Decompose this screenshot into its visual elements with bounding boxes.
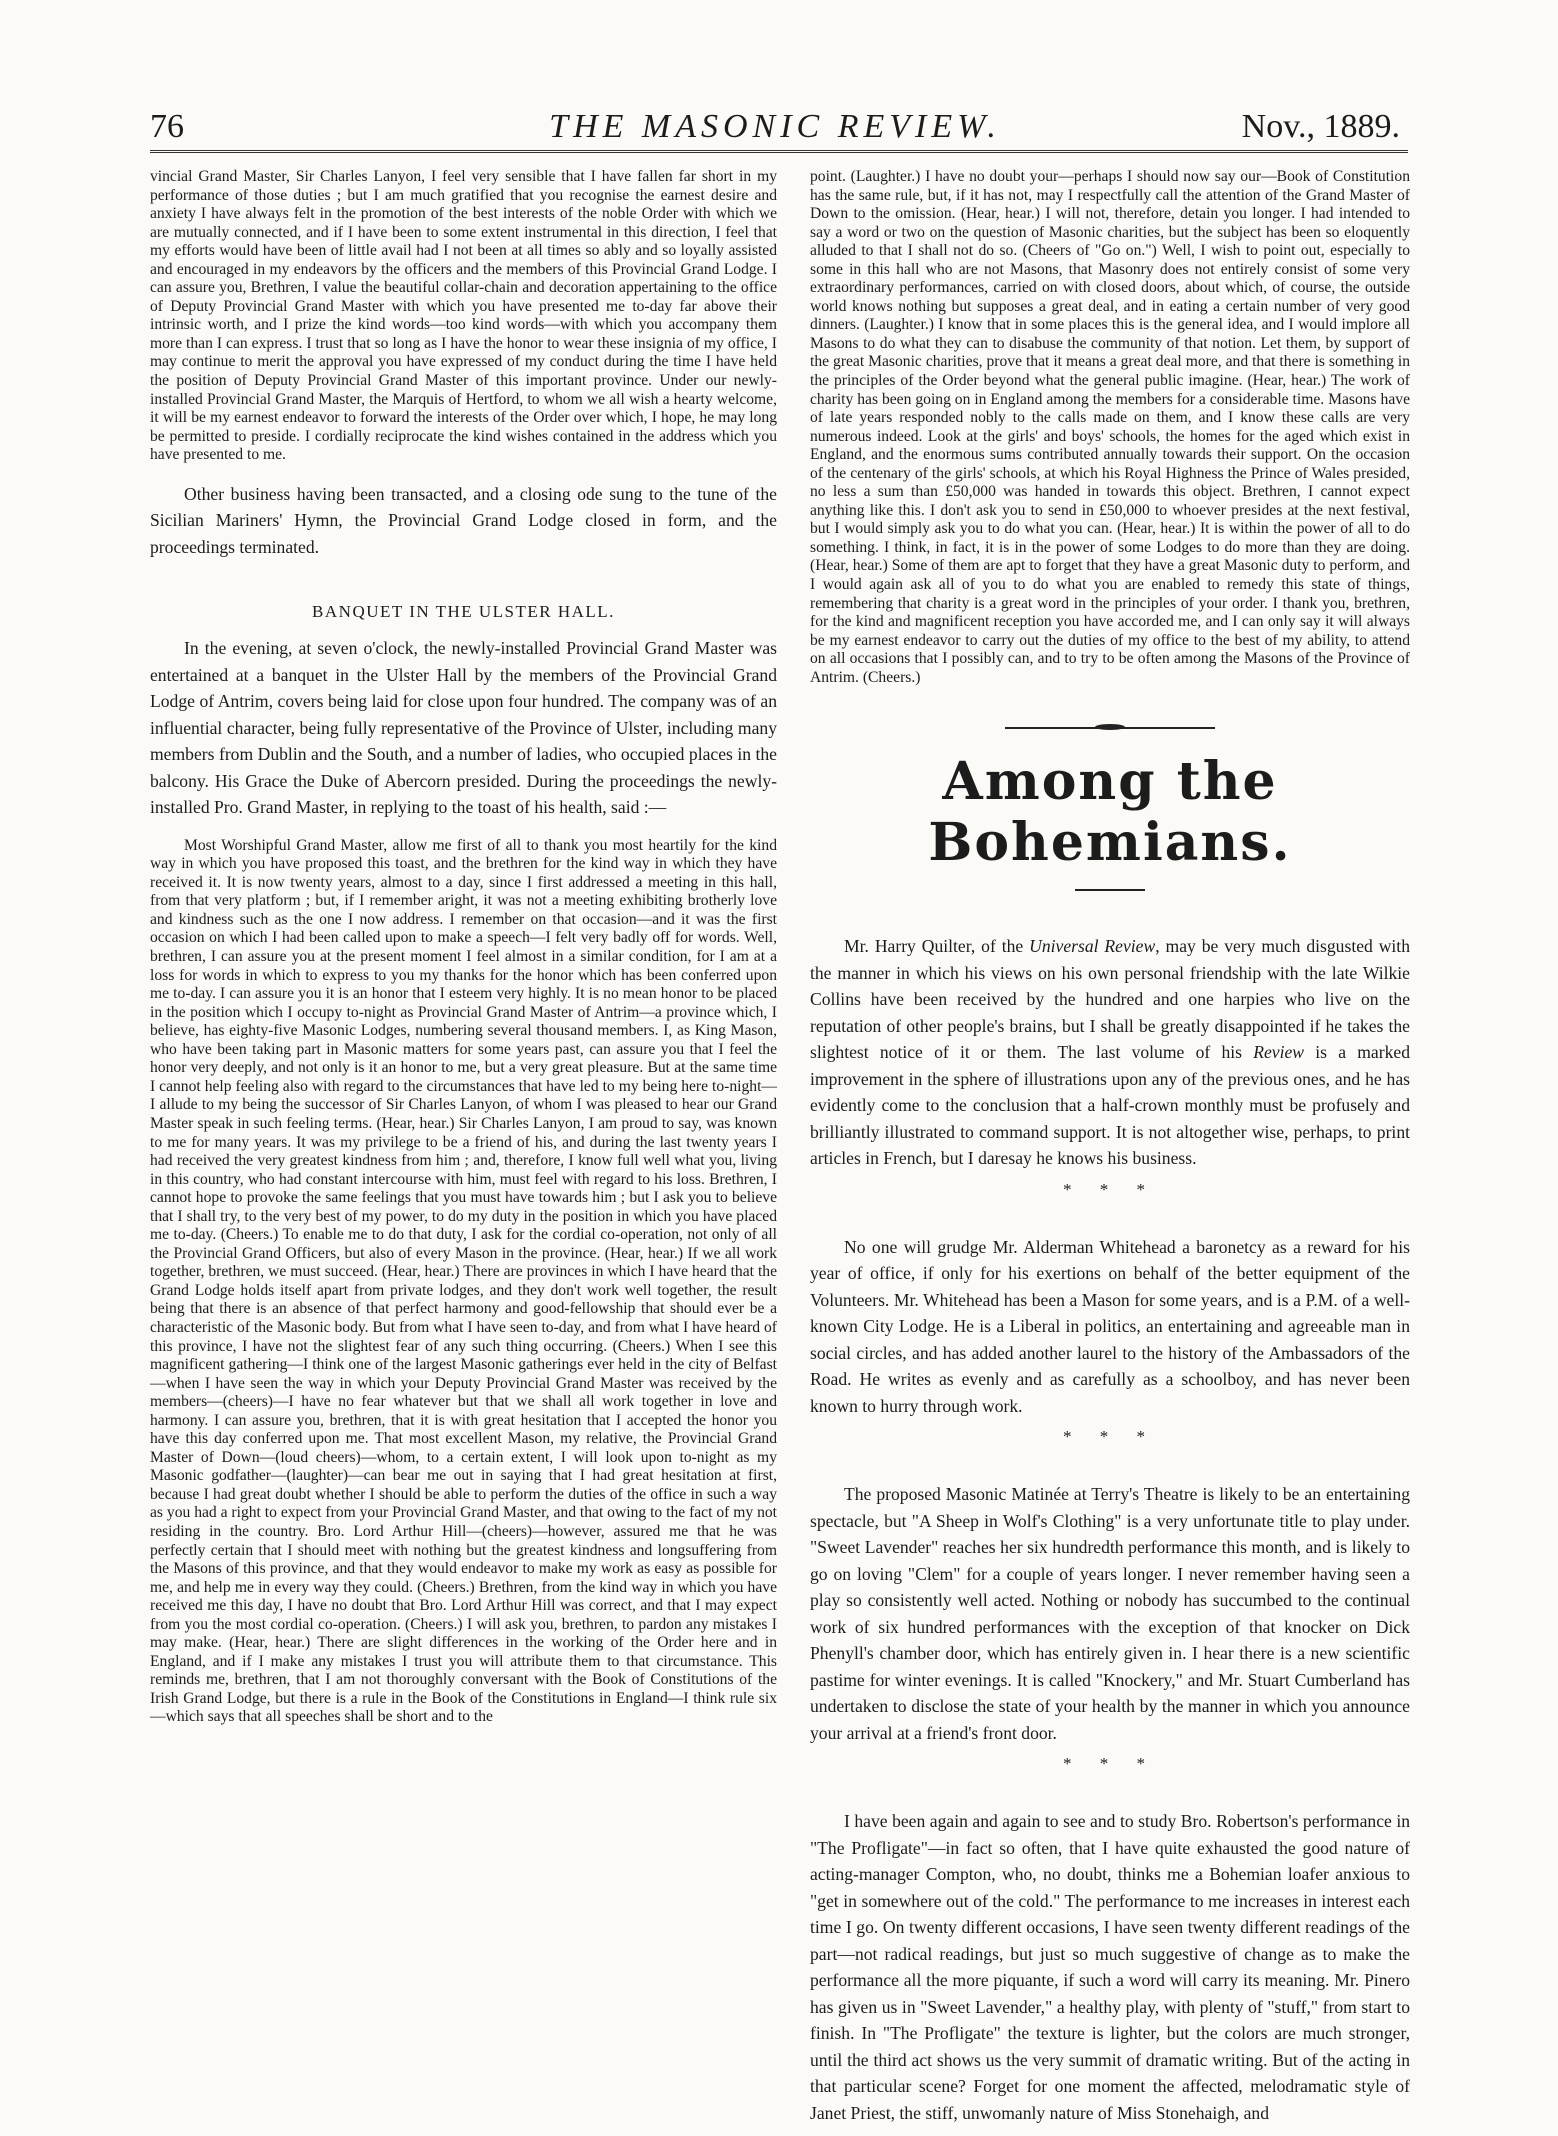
issue-date: Nov., 1889.	[1241, 108, 1400, 145]
bohemians-paragraph-2: No one will grudge Mr. Alderman Whitehead a baronetcy as a reward for his year of office, if only for his exertions on behalf of the better equipment of the Volunteers. Mr. Whitehead has been a Mason for some years, and is a P.M. of a well-known City Lodge. He is a Liberal in politics, an entertaining and agreeable man in social circles, and has added another laurel to the history of the Ambassadors of the Road. He writes as evenly and as carefully as a schoolboy, and has never been known to hurry through work.	[810, 1236, 1410, 1416]
magazine-title: Universal Review	[1029, 936, 1156, 957]
banquet-heading: BANQUET IN THE ULSTER HALL.	[312, 602, 615, 622]
right-column	[810, 168, 1410, 2126]
speech-ending: point. (Laughter.) I have no doubt your—perhaps I should now say our—Book of Constitution has the same rule, but, if it has not, may I respectfully call the attention of the Grand Master of Down to the omission. (Hear, hear.) I will not, therefore, detain you longer. I had intended to say a word or two on the question of Masonic charities, but the subject has been so eloquently alluded to that I shall not do so. (Cheers of "Go on.") Well, I wish to point out, especially to some in this hall who are not Masons, that Masonry does not entirely consist of some very extraordinary performances, carried on with closed doors, about which, of course, the outside world knows nothing but supposes a great deal, and in eating a certain number of very good dinners. (Laughter.) I know that in some places this is the general idea, and I would implore all Masons to do what they can to disabuse the community of that notion. Let them, by support of the great Masonic charities, prove that it means a great deal more, and that there is something in the principles of the Order beyond what the general public imagine. (Hear, hear.) The work of charity has been going on in England among the members for a considerable time. Masons have of late years responded nobly to the calls made on them, and I know these calls are very numerous indeed. Look at the girls' and boys' schools, the homes for the aged which exist in England, and the enormous sums contributed annually towards their support. On the occasion of the centenary of the girls' schools, at which his Royal Highness the Prince of Wales presided, no less a sum than £50,000 was handed in towards this object. Brethren, I cannot expect anything like this. I don't ask you to send in £50,000 to whoever presides at the next festival, but I would simply ask you to do what you can. (Hear, hear.) It is within the power of all to do something. I think, in fact, it is in the power of some Lodges to do more than they are doing. (Hear, hear.) Some of them are apt to forget that they have a great Masonic duty to perform, and I would again ask all of you to do what you are enabled to remedy this state of things, remembering that charity is a great word in the principles of your order. I thank you, brethren, for the kind and magnificent reception you have accorded me, and I can only say it will always be my earnest endeavor to carry out the duties of my office to the best of my ability, to attend on all occasions that I possibly can, and to try to be often among the Masons of the Province of Antrim. (Cheers.)	[810, 168, 1410, 686]
banquet-speech: Most Worshipful Grand Master, allow me first of all to thank you most heartily for the kind way in which you have proposed this toast, and the brethren for the kind way in which they have received it. It is now twenty years, almost to a day, since I first addressed a meeting in this hall, from that very platform ; but, if I remember aright, it was not a meeting exhibiting brotherly love and kindness such as the one I now address. I remember on that occasion—and it was the first occasion on which I had been called upon to make a speech—I felt very badly off for words. Well, brethren, I can assure you at the present moment I feel almost in a similar condition, for I am at a loss for words in which to express to you my thanks for the honor which has been conferred upon me to-day. I can assure you it is an honor that I esteem very highly. It is no mean honor to be placed in the position which I occupy to-night as Provincial Grand Master of Antrim—a province which, I believe, has eighty-five Masonic Lodges, numbering several thousand members. I, as King Mason, who have been taking part in Masonic matters for some years past, can assure you that I feel the honor very deeply, and not only is it an honor to me, but a very great pleasure. But at the same time I cannot help feeling also with regard to the circumstances that have led to my being here to-night—I allude to my being the successor of Sir Charles Lanyon, of whom I was pleased to hear our Grand Master speak in such feeling terms. (Hear, hear.) Sir Charles Lanyon, I am proud to say, was known to me for many years. It was my privilege to be a friend of his, and during the last twenty years I had received the very greatest kindness from him ; and, therefore, I know full well what you, living in this country, who had constant intercourse with him, must feel with regard to his loss. Brethren, I cannot hope to provoke the same feelings that you must have towards him ; but I ask you to believe that I shall try, to the very best of my power, to do my duty in the position in which you have placed me to-day. (Cheers.) To enable me to do that duty, I ask for the cordial co-operation, not only of all the Provincial Grand Officers, but also of every Mason in the province. (Hear, hear.) If we all work together, brethren, we must succeed. (Hear, hear.) There are provinces in which I have heard that the Grand Lodge holds itself apart from private lodges, and they don't work well together, the result being that there is an absence of that perfect harmony and good-fellowship that should ever be a characteristic of the Masonic body. But from what I have seen to-day, and from what I have heard of this province, I have not the slightest fear of any such thing occurring. (Cheers.) When I see this magnificent gathering—I think one of the largest Masonic gatherings ever held in the city of Belfast—when I have seen the way in which your Deputy Provincial Grand Master was received by the members—(cheers)—I have no fear whatever but that we shall all work together in love and harmony. I can assure you, brethren, that it is with great hesitation that I accepted the honor you have this day conferred upon me. That most excellent Mason, my relative, the Provincial Grand Master of Down—(loud cheers)—whom, to a certain extent, I will look upon to-night as my Masonic godfather—(laughter)—can bear me out in saying that I had great hesitation at first, because I had great doubt whether I should be able to perform the duties of the office in such a way as you had a right to expect from your Provincial Grand Master, and that owing to the fact of my not residing in the country. Bro. Lord Arthur Hill—(cheers)—however, assured me that he was perfectly certain that I should meet with nothing but the greatest kindness and longsuffering from the Masons of this province, and that they would endeavor to make my work as easy as possible for me, and help me in every way they could. (Cheers.) Brethren, from the kind way in which you have received me this day, I have no doubt that Bro. Lord Arthur Hill was correct, and that I may expect from you the most cordial co-operation. (Cheers.) I will ask you, brethren, to pardon any mistakes I may make. (Hear, hear.) There are slight differences in the working of the Order here and in England, and if I make any mistakes I trust you will attribute them to that circumstance. This reminds me, brethren, that I am not thoroughly conversant with the Book of Constitutions of the Irish Grand Lodge, but there is a rule in the Book of the Constitutions in England—I think rule six—which says that all speeches shall be short and to the	[150, 836, 777, 1726]
section-title: Among the Bohemians.	[928, 751, 1292, 874]
closing-paragraph: Other business having been transacted, and a closing ode sung to the tune of the Sicilian Mariners' Hymn, the Provincial Grand Lodge closed in form, and the proceedings terminated.	[150, 483, 777, 557]
asterism-separator: * * *	[1063, 1179, 1157, 1199]
text-run: , may be very much disgusted with the manner in which his views on his own personal friendship with the late Wilkie Collins have been received by the hundred and one harpies who live on the reputation of other people's brains, but I shall be greatly disappointed if he takes the slightest notice of it or them. The last volume of his	[810, 936, 1410, 1063]
page-number: 76	[150, 108, 184, 145]
bohemians-paragraph-4: I have been again and again to see and to study Bro. Robertson's performance in "The Profligate"—in fact so often, that I have quite exhausted the good nature of acting-manager Compton, who, no doubt, thinks me a Bohemian loafer anxious to "get in somewhere out of the cold." The performance to me increases in interest each time I go. On twenty different occasions, I have seen twenty different readings of the part—not radical readings, but just so much suggestive of change as to make the performance all the more piquante, if such a word will carry its meaning. Mr. Pinero has given us in "Sweet Lavender," a healthy play, with plenty of "stuff," from start to finish. In "The Profligate" the texture is lighter, but the colors are much stronger, until the third act shows us the very summit of dramatic writing. But of the acting in that particular scene? Forget for one moment the affected, melodramatic style of Janet Priest, the stiff, unwomanly nature of Miss Stonehaigh, and	[810, 1811, 1410, 2123]
asterism-separator: * * *	[1063, 1427, 1157, 1447]
review-title: Review	[1253, 1042, 1305, 1063]
text-run: is a marked improvement in the sphere of illustrations upon any of the previous ones, and he has evidently come to the conclusion that a half-crown monthly must be profusely and brilliantly illustrated to command support. It is not altogether wise, perhaps, to print articles in French, but I daresay he knows his business.	[810, 1042, 1410, 1169]
text-run: Mr. Harry Quilter, of the	[844, 936, 1030, 957]
bohemians-paragraph-3: The proposed Masonic Matinée at Terry's Theatre is likely to be an entertaining spectacle, but "A Sheep in Wolf's Clothing" is a very unfortunate title to play under. "Sweet Lavender" reaches her six hundredth performance this month, and is likely to go on loving "Clem" for a couple of years longer. I never remember having seen a play so consistently well acted. Nothing or nobody has succumbed to the continual work of six hundred performances with the exception of that knocker on Dick Phenyll's chamber door, which has entirely given in. I hear there is a new scientific pastime for winter evenings. It is called "Knockery," and Mr. Stuart Cumberland has undertaken to disclose the state of your health by the manner in which you announce your arrival at a friend's front door.	[810, 1484, 1410, 1743]
divider-ornament	[1005, 723, 1215, 733]
banquet-paragraph: In the evening, at seven o'clock, the newly-installed Provincial Grand Master was entertained at a banquet in the Ulster Hall by the members of the Provincial Grand Lodge of Antrim, covers being laid for close upon four hundred. The company was of an influential character, being fully representative of the Province of Ulster, including many members from Dublin and the South, and a number of ladies, who occupied places in the balcony. His Grace the Duke of Abercorn presided. During the proceedings the newly-installed Pro. Grand Master, in replying to the toast of his health, said :—	[150, 638, 777, 818]
left-column	[150, 168, 777, 1727]
bohemians-paragraph-1	[810, 933, 1410, 1172]
header-rule	[150, 150, 1408, 153]
asterism-separator: * * *	[1063, 1754, 1157, 1774]
title-rule	[1075, 889, 1145, 891]
journal-title: THE MASONIC REVIEW.	[549, 108, 1001, 145]
speech-continuation: vincial Grand Master, Sir Charles Lanyon, I feel very sensible that I have fallen far short in my performance of those duties ; but I am much gratified that you recognise the earnest desire and anxiety I have always felt in the promotion of the best interests of the noble Order with which we are mutually connected, and if I have been to some extent instrumental in this direction, I feel that my efforts would have been of little avail had I not been at all times so ably and so loyally assisted and encouraged in my endeavors by the officers and the members of this Provincial Grand Lodge. I can assure you, Brethren, I value the beautiful collar-chain and decoration appertaining to the office of Deputy Provincial Grand Master with which you have presented me to-day far above their intrinsic worth, and I prize the kind words—too kind words—with which you accompany them more than I can express. I trust that so long as I have the honor to wear these insignia of my office, I may continue to merit the approval you have expressed of my conduct during the time I have held the position of Deputy Provincial Grand Master of this important province. Under our newly-installed Provincial Grand Master, the Marquis of Hertford, to whom we all wish a hearty welcome, it will be my earnest endeavor to forward the interests of the Order over which, I hope, he may long be permitted to preside. I cordially reciprocate the kind wishes contained in the address which you have presented to me.	[150, 168, 777, 464]
